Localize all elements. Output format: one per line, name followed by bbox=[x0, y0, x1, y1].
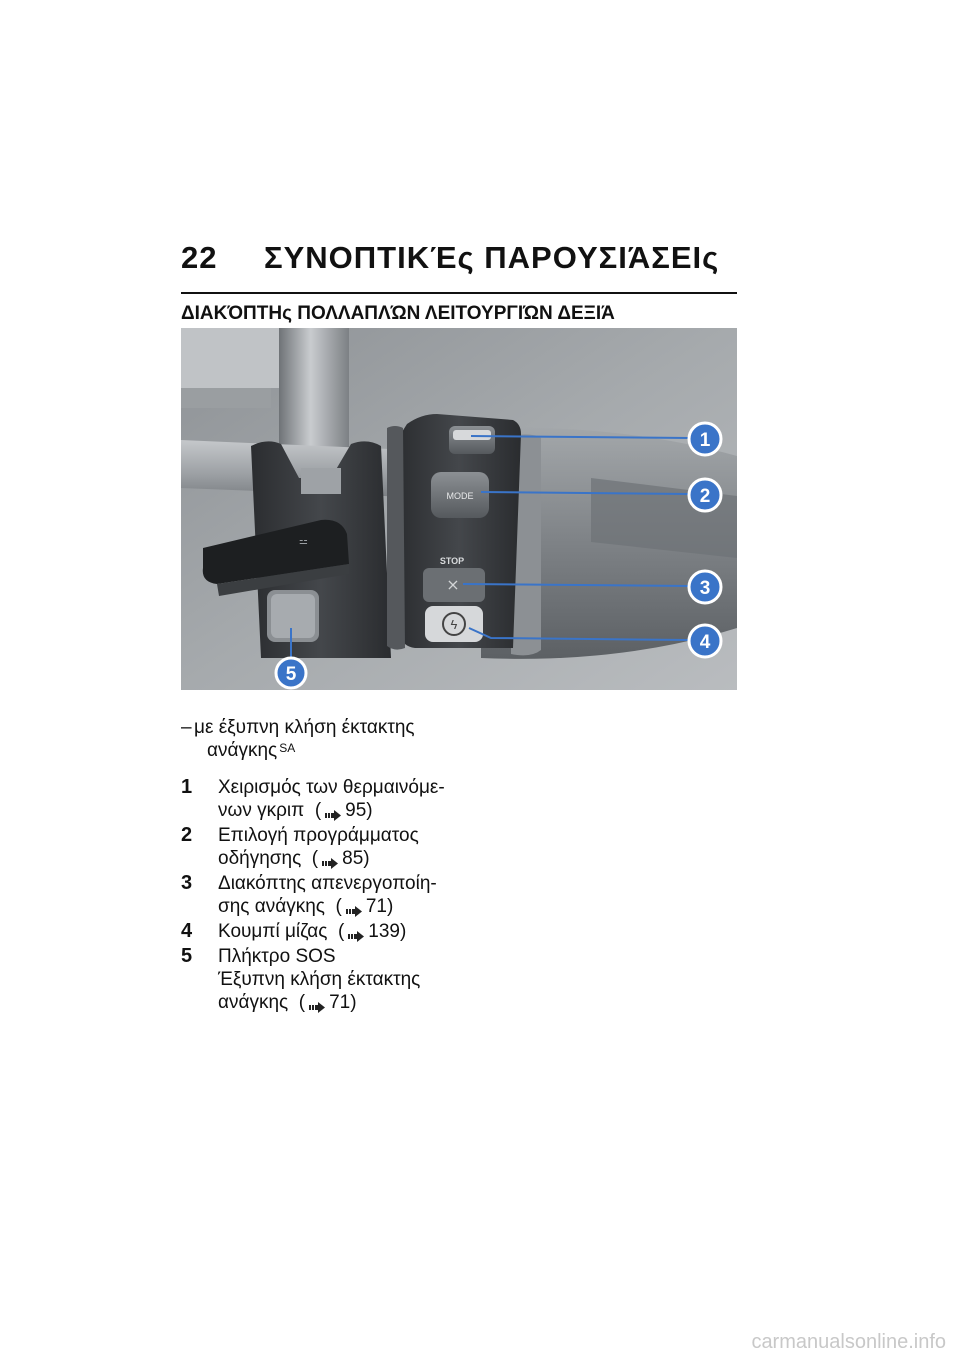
page-reference-arrow-icon bbox=[322, 852, 338, 863]
legend-number: 5 bbox=[181, 945, 193, 967]
legend-item bbox=[181, 776, 481, 822]
legend-line-text: σης ανάγκης bbox=[218, 896, 325, 917]
legend-number: 1 bbox=[181, 776, 193, 798]
legend-text-line bbox=[218, 799, 481, 822]
legend-line-text: νων γκριπ bbox=[218, 800, 305, 821]
legend-number: 3 bbox=[181, 872, 193, 894]
note-dash: – bbox=[181, 717, 192, 738]
legend-item bbox=[181, 872, 481, 918]
page-reference-link[interactable] bbox=[327, 921, 406, 942]
reference-open-paren: ( bbox=[311, 848, 319, 869]
page-reference-arrow-icon bbox=[325, 804, 341, 815]
legend-list bbox=[181, 776, 481, 1016]
legend-item bbox=[181, 920, 481, 943]
reference-page: 71) bbox=[365, 896, 394, 917]
reference-page: 85) bbox=[342, 848, 370, 869]
stop-switch-label: STOP bbox=[439, 556, 465, 566]
chapter-title: ΣΥΝΟΠΤΙΚΈς ΠΑΡΟΥΣΙΆΣΕΙς bbox=[264, 240, 720, 275]
callout-1: 1 bbox=[699, 430, 711, 451]
reference-page: 139) bbox=[368, 921, 407, 942]
svg-text:⨯: ⨯ bbox=[446, 577, 460, 594]
legend-text-line bbox=[218, 920, 481, 943]
reference-open-paren: ( bbox=[337, 921, 345, 942]
mode-button-label: MODE bbox=[446, 491, 474, 501]
reference-open-paren: ( bbox=[314, 800, 322, 821]
legend-text-line bbox=[218, 991, 481, 1014]
page-reference-arrow-icon bbox=[309, 996, 325, 1007]
page-reference-link[interactable] bbox=[304, 800, 372, 821]
reference-page: 95) bbox=[345, 800, 373, 821]
page-reference-link[interactable] bbox=[288, 992, 356, 1013]
legend-line-text: Κουμπί μίζας bbox=[218, 921, 328, 942]
reference-open-paren: ( bbox=[298, 992, 306, 1013]
svg-text:⚍: ⚍ bbox=[299, 536, 308, 547]
page-number: 22 bbox=[181, 240, 218, 275]
legend-line-text: Επιλογή προγράμματος bbox=[218, 825, 419, 846]
page-reference-link[interactable] bbox=[325, 896, 393, 917]
reference-page: 71) bbox=[329, 992, 357, 1013]
section-title: ΔΙΑΚΌΠΤΗς ΠΟΛΛΑΠΛΏΝ ΛΕΙΤΟΥΡΓΙΏΝ ΔΕΞΙΆ bbox=[181, 303, 615, 324]
watermark: carmanualsonline.info bbox=[751, 1331, 946, 1353]
legend-number: 4 bbox=[181, 920, 193, 942]
svg-text:ϟ: ϟ bbox=[450, 617, 458, 632]
legend-number: 2 bbox=[181, 824, 193, 846]
special-accessory-badge: SA bbox=[279, 741, 296, 755]
handlebar-switch-photo bbox=[181, 328, 737, 690]
page-reference-arrow-icon bbox=[348, 925, 364, 936]
header-rule bbox=[181, 292, 737, 294]
callout-5: 5 bbox=[285, 664, 297, 685]
legend-line-text: Διακόπτης απενεργοποίη- bbox=[218, 873, 437, 894]
legend-text-line bbox=[218, 824, 481, 847]
legend-text-line bbox=[218, 872, 481, 895]
note-line-1: με έξυπνη κλήση έκτακτης bbox=[194, 717, 415, 738]
callout-4: 4 bbox=[699, 632, 711, 653]
note-line-2-text: ανάγκης bbox=[207, 740, 278, 761]
legend-line-text: οδήγησης bbox=[218, 848, 302, 869]
note-line-2 bbox=[207, 739, 295, 762]
legend-text-line bbox=[218, 847, 481, 870]
reference-open-paren: ( bbox=[335, 896, 342, 917]
legend-text-line bbox=[218, 895, 481, 918]
legend-line-text: Χειρισμός των θερμαινόμε- bbox=[218, 777, 445, 798]
page-reference-arrow-icon bbox=[346, 900, 362, 911]
legend-item bbox=[181, 824, 481, 870]
legend-text-line bbox=[218, 968, 481, 991]
legend-line-text: Πλήκτρο SOS bbox=[218, 946, 336, 967]
callout-3: 3 bbox=[699, 578, 711, 599]
legend-text-line bbox=[218, 945, 481, 968]
legend-text-line bbox=[218, 776, 481, 799]
page-reference-link[interactable] bbox=[301, 848, 369, 869]
legend-item bbox=[181, 945, 481, 1014]
legend-line-text: ανάγκης bbox=[218, 992, 289, 1013]
legend-line-text: Έξυπνη κλήση έκτακτης bbox=[218, 969, 421, 990]
callout-2: 2 bbox=[699, 486, 711, 507]
